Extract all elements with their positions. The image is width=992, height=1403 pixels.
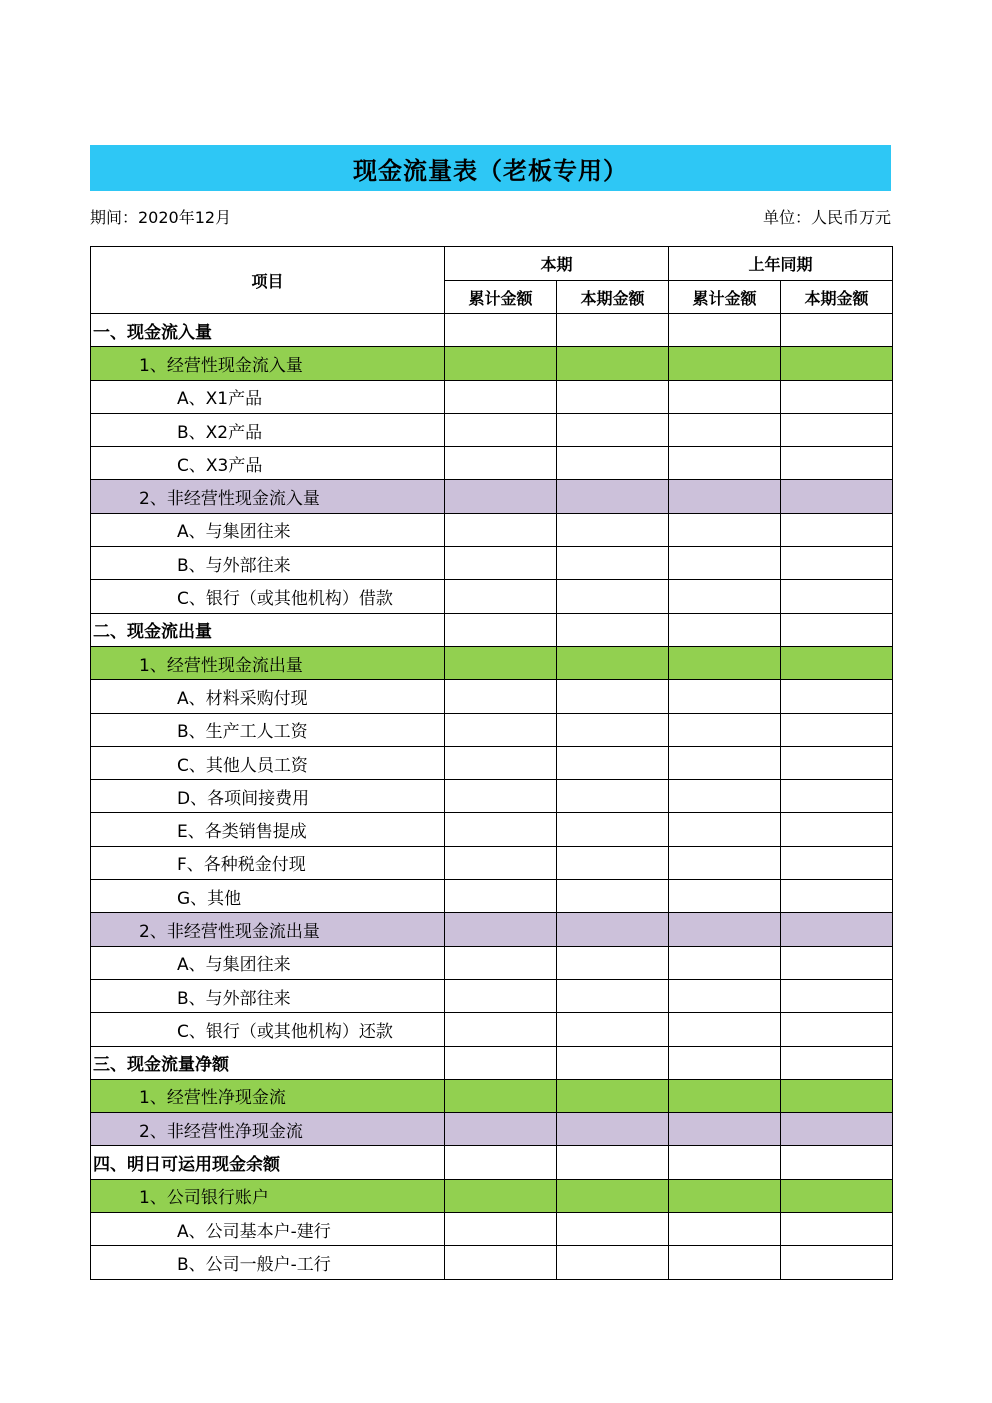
value-cell-current-period-amount[interactable] xyxy=(557,480,669,513)
row-label: 三、现金流量净额 xyxy=(91,1046,445,1079)
value-cell-current-period-amount[interactable] xyxy=(557,613,669,646)
value-cell-current-period-amount[interactable] xyxy=(557,913,669,946)
value-cell-last-year-period-amount[interactable] xyxy=(781,1213,893,1246)
table-row xyxy=(91,1113,893,1146)
value-cell-last-year-period-amount[interactable] xyxy=(781,713,893,746)
value-cell-last-year-cumulative[interactable] xyxy=(669,1146,781,1179)
value-cell-last-year-period-amount[interactable] xyxy=(781,413,893,446)
value-cell-last-year-cumulative[interactable] xyxy=(669,413,781,446)
value-cell-current-cumulative[interactable] xyxy=(445,946,557,979)
value-cell-current-period-amount[interactable] xyxy=(557,880,669,913)
value-cell-last-year-period-amount[interactable] xyxy=(781,746,893,779)
value-cell-last-year-period-amount[interactable] xyxy=(781,380,893,413)
row-label: D、各项间接费用 xyxy=(91,780,445,813)
value-cell-last-year-period-amount[interactable] xyxy=(781,1179,893,1212)
value-cell-current-cumulative[interactable] xyxy=(445,680,557,713)
value-cell-last-year-period-amount[interactable] xyxy=(781,447,893,480)
value-cell-current-period-amount[interactable] xyxy=(557,314,669,347)
value-cell-last-year-cumulative[interactable] xyxy=(669,513,781,546)
value-cell-current-period-amount[interactable] xyxy=(557,713,669,746)
value-cell-current-period-amount[interactable] xyxy=(557,447,669,480)
value-cell-last-year-period-amount[interactable] xyxy=(781,580,893,613)
table-row xyxy=(91,746,893,779)
row-label: 一、现金流入量 xyxy=(91,314,445,347)
table-row xyxy=(91,1213,893,1246)
value-cell-current-cumulative[interactable] xyxy=(445,1013,557,1046)
value-cell-last-year-cumulative[interactable] xyxy=(669,946,781,979)
value-cell-current-period-amount[interactable] xyxy=(557,347,669,380)
value-cell-last-year-cumulative[interactable] xyxy=(669,447,781,480)
value-cell-current-cumulative[interactable] xyxy=(445,580,557,613)
row-label: A、X1产品 xyxy=(91,380,445,413)
value-cell-last-year-period-amount[interactable] xyxy=(781,979,893,1012)
table-row xyxy=(91,347,893,380)
value-cell-current-cumulative[interactable] xyxy=(445,447,557,480)
value-cell-last-year-cumulative[interactable] xyxy=(669,1079,781,1112)
table-row xyxy=(91,314,893,347)
row-label: B、与外部往来 xyxy=(91,547,445,580)
value-cell-current-cumulative[interactable] xyxy=(445,646,557,679)
row-label: A、与集团往来 xyxy=(91,946,445,979)
value-cell-current-period-amount[interactable] xyxy=(557,1113,669,1146)
row-label: C、X3产品 xyxy=(91,447,445,480)
table-row xyxy=(91,979,893,1012)
value-cell-current-cumulative[interactable] xyxy=(445,480,557,513)
value-cell-current-period-amount[interactable] xyxy=(557,946,669,979)
value-cell-last-year-cumulative[interactable] xyxy=(669,347,781,380)
value-cell-last-year-cumulative[interactable] xyxy=(669,1213,781,1246)
table-row xyxy=(91,846,893,879)
row-label: B、与外部往来 xyxy=(91,979,445,1012)
value-cell-current-cumulative[interactable] xyxy=(445,1179,557,1212)
value-cell-last-year-cumulative[interactable] xyxy=(669,680,781,713)
value-cell-current-cumulative[interactable] xyxy=(445,713,557,746)
value-cell-last-year-cumulative[interactable] xyxy=(669,380,781,413)
row-label: 1、公司银行账户 xyxy=(91,1179,445,1212)
value-cell-last-year-cumulative[interactable] xyxy=(669,1246,781,1279)
value-cell-last-year-period-amount[interactable] xyxy=(781,547,893,580)
value-cell-current-cumulative[interactable] xyxy=(445,613,557,646)
table-row xyxy=(91,1013,893,1046)
table-row xyxy=(91,513,893,546)
value-cell-last-year-cumulative[interactable] xyxy=(669,913,781,946)
table-row xyxy=(91,1246,893,1279)
value-cell-current-cumulative[interactable] xyxy=(445,547,557,580)
value-cell-last-year-cumulative[interactable] xyxy=(669,979,781,1012)
row-label: E、各类销售提成 xyxy=(91,813,445,846)
table-row xyxy=(91,646,893,679)
unit-label: 单位：人民币万元 xyxy=(762,207,891,227)
value-cell-last-year-period-amount[interactable] xyxy=(781,513,893,546)
value-cell-last-year-cumulative[interactable] xyxy=(669,713,781,746)
value-cell-last-year-period-amount[interactable] xyxy=(781,813,893,846)
value-cell-current-period-amount[interactable] xyxy=(557,646,669,679)
row-label: C、其他人员工资 xyxy=(91,746,445,779)
row-label: A、与集团往来 xyxy=(91,513,445,546)
value-cell-last-year-period-amount[interactable] xyxy=(781,946,893,979)
row-label: 2、非经营性现金流出量 xyxy=(91,913,445,946)
value-cell-last-year-period-amount[interactable] xyxy=(781,646,893,679)
table-row xyxy=(91,613,893,646)
value-cell-last-year-cumulative[interactable] xyxy=(669,813,781,846)
value-cell-current-period-amount[interactable] xyxy=(557,1013,669,1046)
value-cell-last-year-period-amount[interactable] xyxy=(781,1113,893,1146)
header-item: 项目 xyxy=(91,247,445,314)
value-cell-current-cumulative[interactable] xyxy=(445,1079,557,1112)
value-cell-last-year-period-amount[interactable] xyxy=(781,347,893,380)
value-cell-current-cumulative[interactable] xyxy=(445,1046,557,1079)
value-cell-current-period-amount[interactable] xyxy=(557,547,669,580)
value-cell-current-period-amount[interactable] xyxy=(557,380,669,413)
table-row xyxy=(91,713,893,746)
header-last-year-same-period: 上年同期 xyxy=(669,247,893,281)
table-row xyxy=(91,880,893,913)
row-label: A、材料采购付现 xyxy=(91,680,445,713)
value-cell-last-year-period-amount[interactable] xyxy=(781,880,893,913)
row-label: 1、经营性净现金流 xyxy=(91,1079,445,1112)
value-cell-last-year-period-amount[interactable] xyxy=(781,680,893,713)
row-label: F、各种税金付现 xyxy=(91,846,445,879)
table-row xyxy=(91,413,893,446)
value-cell-current-period-amount[interactable] xyxy=(557,846,669,879)
row-label: C、银行（或其他机构）还款 xyxy=(91,1013,445,1046)
value-cell-last-year-period-amount[interactable] xyxy=(781,1079,893,1112)
table-row xyxy=(91,680,893,713)
value-cell-current-cumulative[interactable] xyxy=(445,1146,557,1179)
value-cell-last-year-period-amount[interactable] xyxy=(781,1046,893,1079)
value-cell-last-year-period-amount[interactable] xyxy=(781,1013,893,1046)
value-cell-last-year-cumulative[interactable] xyxy=(669,580,781,613)
table-row xyxy=(91,1079,893,1112)
value-cell-current-cumulative[interactable] xyxy=(445,880,557,913)
value-cell-current-cumulative[interactable] xyxy=(445,314,557,347)
value-cell-current-period-amount[interactable] xyxy=(557,1146,669,1179)
row-label: B、X2产品 xyxy=(91,413,445,446)
value-cell-current-period-amount[interactable] xyxy=(557,680,669,713)
value-cell-current-period-amount[interactable] xyxy=(557,979,669,1012)
report-title: 现金流量表（老板专用） xyxy=(90,145,891,191)
table-row xyxy=(91,913,893,946)
meta-row xyxy=(90,204,891,228)
value-cell-current-period-amount[interactable] xyxy=(557,513,669,546)
value-cell-last-year-period-amount[interactable] xyxy=(781,1146,893,1179)
value-cell-last-year-period-amount[interactable] xyxy=(781,314,893,347)
value-cell-last-year-cumulative[interactable] xyxy=(669,880,781,913)
table-row xyxy=(91,580,893,613)
row-label: A、公司基本户-建行 xyxy=(91,1213,445,1246)
value-cell-current-period-amount[interactable] xyxy=(557,746,669,779)
value-cell-last-year-cumulative[interactable] xyxy=(669,480,781,513)
table-row xyxy=(91,480,893,513)
value-cell-current-period-amount[interactable] xyxy=(557,413,669,446)
value-cell-current-cumulative[interactable] xyxy=(445,413,557,446)
value-cell-current-period-amount[interactable] xyxy=(557,1046,669,1079)
value-cell-current-cumulative[interactable] xyxy=(445,746,557,779)
value-cell-current-cumulative[interactable] xyxy=(445,913,557,946)
value-cell-current-period-amount[interactable] xyxy=(557,813,669,846)
value-cell-current-cumulative[interactable] xyxy=(445,813,557,846)
row-label: C、银行（或其他机构）借款 xyxy=(91,580,445,613)
value-cell-current-period-amount[interactable] xyxy=(557,1179,669,1212)
value-cell-current-cumulative[interactable] xyxy=(445,780,557,813)
value-cell-current-cumulative[interactable] xyxy=(445,513,557,546)
table-row xyxy=(91,1179,893,1212)
header-last-year-period-amount: 本期金额 xyxy=(781,281,893,314)
header-current-period-amount: 本期金额 xyxy=(557,281,669,314)
value-cell-last-year-cumulative[interactable] xyxy=(669,1013,781,1046)
table-row xyxy=(91,380,893,413)
value-cell-last-year-period-amount[interactable] xyxy=(781,1246,893,1279)
value-cell-current-cumulative[interactable] xyxy=(445,1246,557,1279)
value-cell-last-year-cumulative[interactable] xyxy=(669,547,781,580)
value-cell-current-period-amount[interactable] xyxy=(557,1079,669,1112)
value-cell-last-year-cumulative[interactable] xyxy=(669,780,781,813)
table-row xyxy=(91,1046,893,1079)
value-cell-current-cumulative[interactable] xyxy=(445,846,557,879)
value-cell-current-cumulative[interactable] xyxy=(445,1213,557,1246)
table-row xyxy=(91,1146,893,1179)
value-cell-last-year-period-amount[interactable] xyxy=(781,613,893,646)
value-cell-current-period-amount[interactable] xyxy=(557,780,669,813)
header-current-cumulative: 累计金额 xyxy=(445,281,557,314)
table-row xyxy=(91,547,893,580)
value-cell-current-period-amount[interactable] xyxy=(557,1213,669,1246)
row-label: G、其他 xyxy=(91,880,445,913)
value-cell-current-cumulative[interactable] xyxy=(445,979,557,1012)
header-last-year-cumulative: 累计金额 xyxy=(669,281,781,314)
value-cell-last-year-cumulative[interactable] xyxy=(669,846,781,879)
value-cell-current-period-amount[interactable] xyxy=(557,580,669,613)
value-cell-last-year-period-amount[interactable] xyxy=(781,846,893,879)
header-current-period: 本期 xyxy=(445,247,669,281)
row-label: B、生产工人工资 xyxy=(91,713,445,746)
row-label: 四、明日可运用现金余额 xyxy=(91,1146,445,1179)
value-cell-last-year-cumulative[interactable] xyxy=(669,1113,781,1146)
value-cell-current-period-amount[interactable] xyxy=(557,1246,669,1279)
value-cell-last-year-period-amount[interactable] xyxy=(781,480,893,513)
table-row xyxy=(91,946,893,979)
value-cell-last-year-period-amount[interactable] xyxy=(781,780,893,813)
value-cell-last-year-cumulative[interactable] xyxy=(669,746,781,779)
table-row xyxy=(91,813,893,846)
value-cell-last-year-period-amount[interactable] xyxy=(781,913,893,946)
value-cell-last-year-cumulative[interactable] xyxy=(669,1046,781,1079)
row-label: 1、经营性现金流出量 xyxy=(91,646,445,679)
table-body xyxy=(91,314,893,1280)
value-cell-last-year-cumulative[interactable] xyxy=(669,613,781,646)
value-cell-current-cumulative[interactable] xyxy=(445,1113,557,1146)
row-label: B、公司一般户-工行 xyxy=(91,1246,445,1279)
row-label: 2、非经营性净现金流 xyxy=(91,1113,445,1146)
value-cell-last-year-cumulative[interactable] xyxy=(669,1179,781,1212)
value-cell-last-year-cumulative[interactable] xyxy=(669,646,781,679)
cash-flow-table xyxy=(90,246,893,1280)
value-cell-current-cumulative[interactable] xyxy=(445,347,557,380)
row-label: 二、现金流出量 xyxy=(91,613,445,646)
period-label: 期间：2020年12月 xyxy=(90,207,232,227)
value-cell-last-year-cumulative[interactable] xyxy=(669,314,781,347)
row-label: 1、经营性现金流入量 xyxy=(91,347,445,380)
row-label: 2、非经营性现金流入量 xyxy=(91,480,445,513)
table-row xyxy=(91,447,893,480)
table-row xyxy=(91,780,893,813)
value-cell-current-cumulative[interactable] xyxy=(445,380,557,413)
